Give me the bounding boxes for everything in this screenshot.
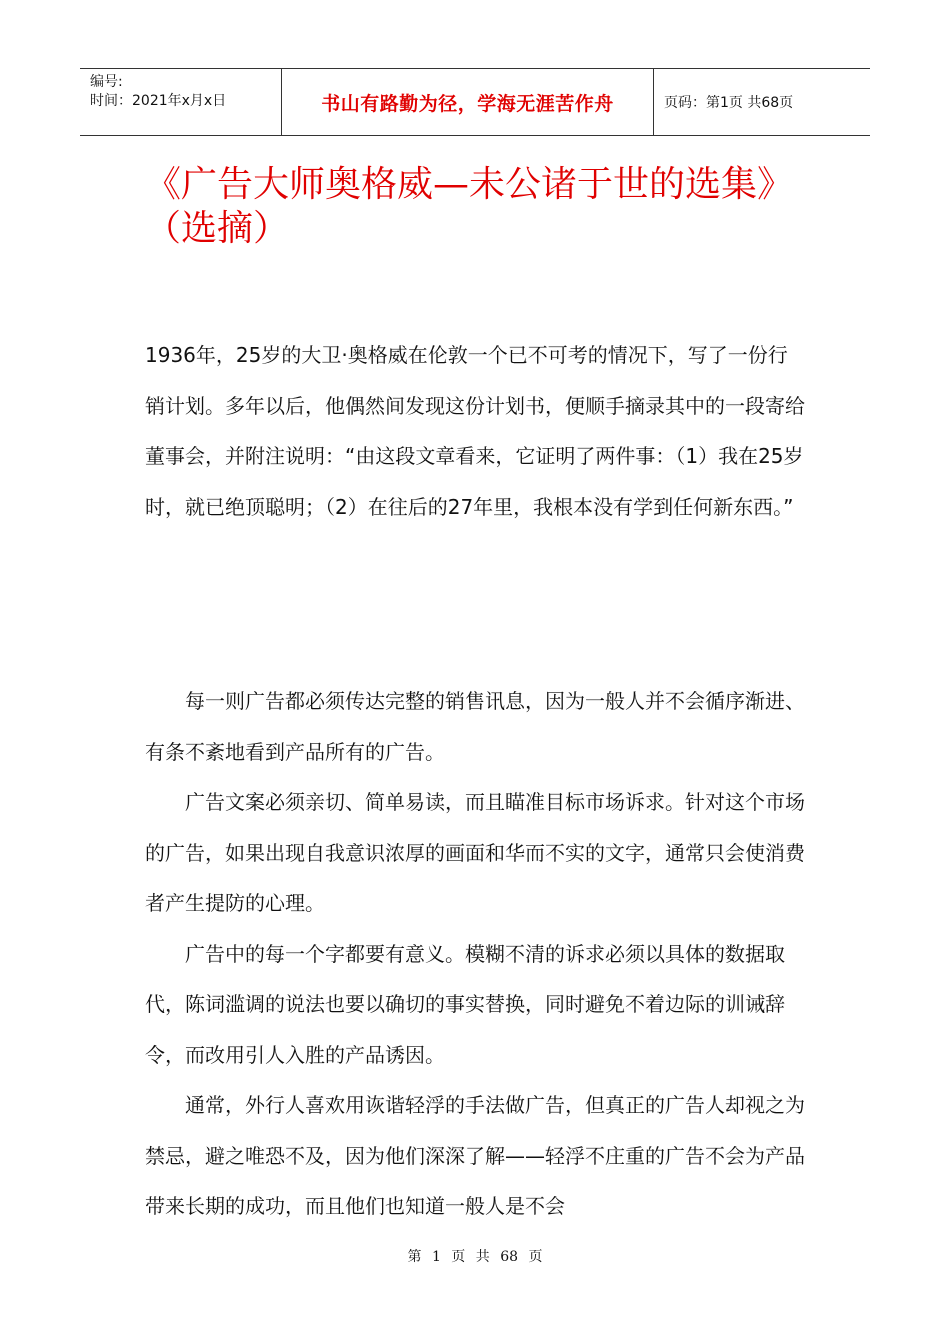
header-meta-cell [80, 69, 282, 135]
header-motto: 书山有路勤为径，学海无涯苦作舟 [282, 69, 654, 135]
document-code-label: 编号: [90, 74, 123, 90]
page-footer: 第 1 页 共 68 页 [407, 1249, 543, 1265]
body-paragraph: 广告中的每一个字都要有意义。模糊不清的诉求必须以具体的数据取代，陈词滥调的说法也要以确切的事实替换，同时避免不着边际的训诫辞令，而改用引人入胜的产品诱因。 [145, 941, 785, 1067]
body-paragraph: 每一则广告都必须传达完整的销售讯息，因为一般人并不会循序渐进、有条不紊地看到产品所有的广告。 [145, 689, 805, 764]
document-date-label: 时间：2021年x月x日 [90, 93, 227, 109]
body-paragraphs [145, 676, 805, 1232]
page-header [80, 68, 870, 136]
document-title: 《广告大师奥格威—未公诸于世的选集》（选摘） [145, 164, 794, 249]
body-paragraph: 广告文案必须亲切、简单易读，而且瞄准目标市场诉求。针对这个市场的广告，如果出现自我意识浓厚的画面和华而不实的文字，通常只会使消费者产生提防的心理。 [145, 790, 805, 915]
body-paragraph: 通常，外行人喜欢用诙谐轻浮的手法做广告，但真正的广告人却视之为禁忌，避之唯恐不及，因为他们深深了解——轻浮不庄重的广告不会为产品带来长期的成功，而且他们也知道一般人是不会 [145, 1093, 805, 1218]
header-page-info: 页码：第1页 共68页 [664, 95, 794, 111]
intro-paragraph: 1936年，25岁的大卫·奥格威在伦敦一个已不可考的情况下，写了一份行销计划。多年以后，他偶然间发现这份计划书，便顺手摘录其中的一段寄给董事会，并附注说明：“由这段文章看来，它证明了两件事：（1）我在25岁时，就已绝顶聪明；（2）在往后的27年里，我根本没有学到任何新东西。” [145, 343, 805, 519]
